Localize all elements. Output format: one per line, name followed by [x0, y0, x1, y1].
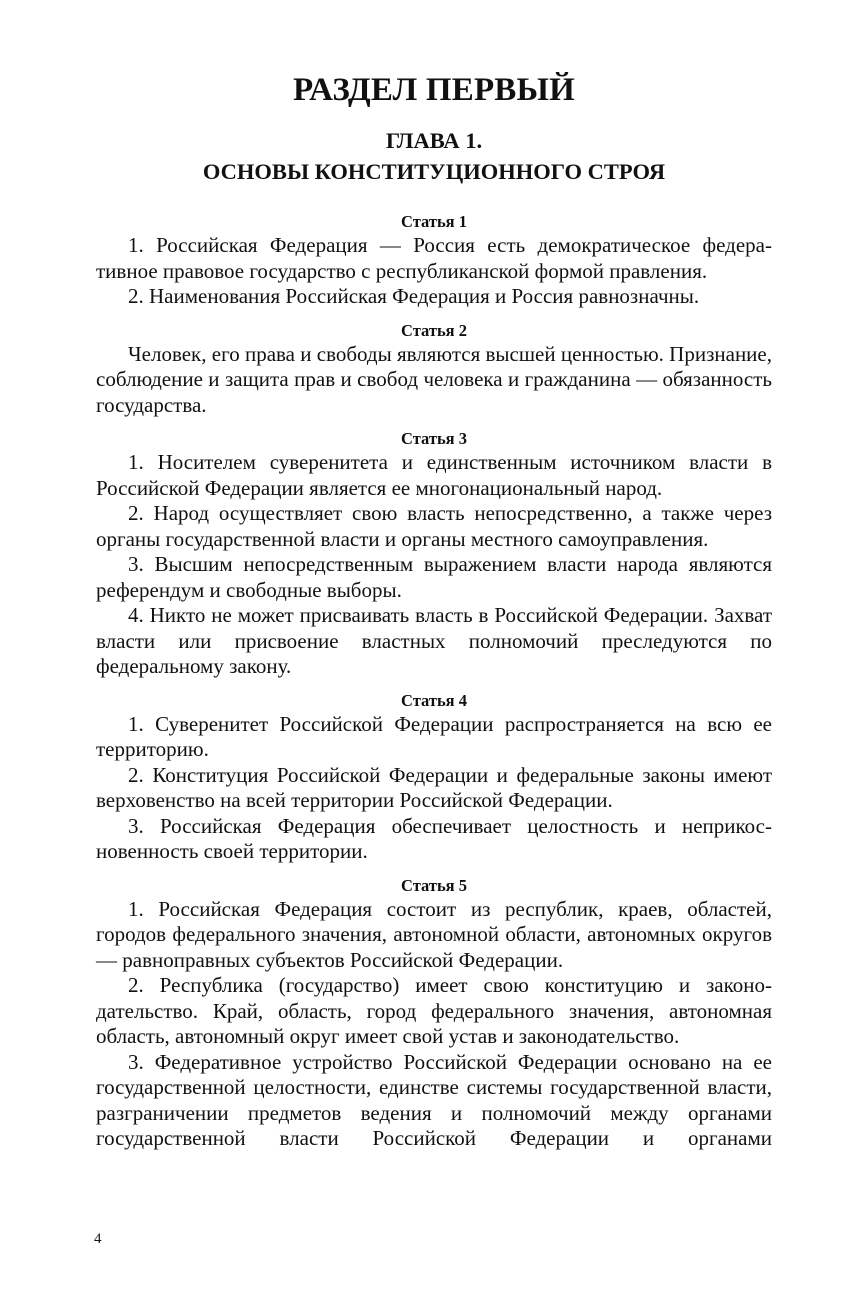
article-paragraph: 1. Российская Федерация состоит из республик, краев, областей, городов федерального значения, автономной области, автономных округов — равноправных субъектов Российской Федерации.	[96, 896, 772, 972]
article-paragraph: 1. Носителем суверенитета и единственным источником власти в Российской Федерации является ее многонациональный народ.	[96, 450, 772, 500]
article-1	[96, 211, 772, 310]
article-2	[96, 320, 772, 419]
article-paragraph: 2. Народ осуществляет свою власть непосредственно, а также через органы государственной власти и органы местного самоуправления.	[96, 501, 772, 551]
article-heading: Статья 5	[401, 875, 467, 895]
article-paragraph: 3. Российская Федерация обеспечивает целостность и неприкосновенность своей территории.	[96, 813, 772, 863]
article-paragraph: 2. Наименования Российская Федерация и Россия равнозначны.	[128, 284, 700, 308]
section-title: РАЗДЕЛ ПЕРВЫЙ	[293, 72, 575, 108]
article-paragraph: 3. Федеративное устройство Российской Федерации основано на ее государственной целостности, единстве системы государственной власти, разграничении предметов ведения и полномочий между органами государственной власти Российской Федерации и органами	[96, 1049, 772, 1150]
article-paragraph: 4. Никто не может присваивать власть в Российской Федерации. Захват власти или присвоение властных полномочий преследуются по федеральному закону.	[96, 603, 772, 678]
article-4	[96, 690, 772, 865]
article-paragraph: 2. Республика (государство) имеет свою конституцию и законодательство. Край, область, город федерального значения, автономная область, автономный округ имеет свой устав и законодательство.	[96, 973, 772, 1048]
article-heading: Статья 3	[401, 429, 467, 448]
chapter-number: ГЛАВА 1.	[385, 128, 483, 153]
articles-list	[96, 211, 772, 1152]
article-paragraph: 1. Российская Федерация — Россия есть демократическое федеративное правовое государство с республиканской формой правления.	[96, 233, 772, 283]
chapter-title: ОСНОВЫ КОНСТИТУЦИОННОГО СТРОЯ	[202, 159, 666, 184]
page-number: 4	[94, 1231, 102, 1247]
article-heading: Статья 1	[401, 212, 467, 231]
article-5	[96, 875, 772, 1152]
article-heading: Статья 2	[401, 320, 467, 340]
article-paragraph: 3. Высшим непосредственным выражением власти народа являются референдум и свободные выборы.	[96, 552, 772, 602]
document-page	[96, 0, 772, 1152]
article-paragraph: 2. Конституция Российской Федерации и федеральные законы имеют верховенство на всей территории Российской Федерации.	[96, 762, 772, 812]
article-paragraph: Человек, его права и свободы являются высшей ценностью. Признание, соблюдение и защита прав и свобод человека и гражданина — обязанность государства.	[96, 341, 772, 417]
chapter-heading	[96, 125, 772, 187]
article-paragraph: 1. Суверенитет Российской Федерации распространяется на всю ее территорию.	[96, 711, 772, 761]
article-3	[96, 428, 772, 680]
article-heading: Статья 4	[401, 690, 467, 710]
